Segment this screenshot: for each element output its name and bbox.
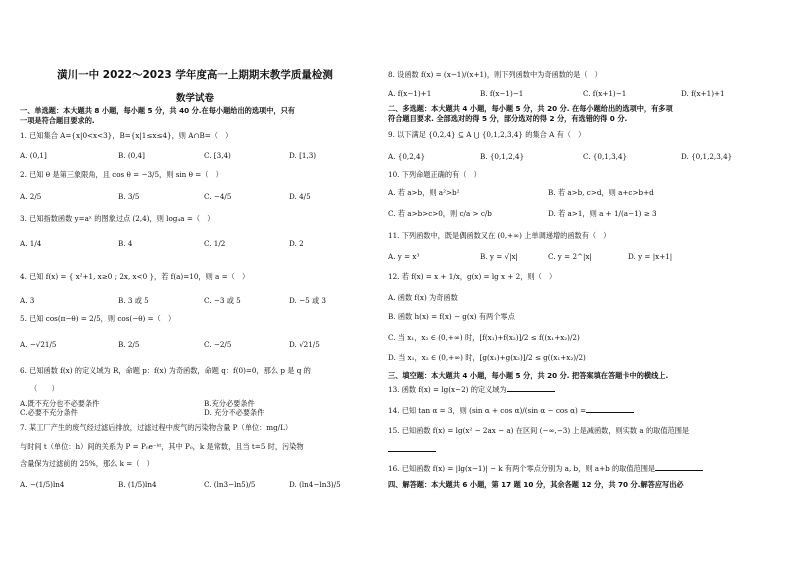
q6-option-a: A.既不充分也不必要条件 — [20, 399, 100, 408]
question-8: 8. 设函数 f(x) = (x−1)/(x+1)，则下列函数中为奇函数的是（ ） — [388, 70, 602, 79]
question-16 — [388, 463, 703, 474]
q2-option-b: B. 3/5 — [118, 192, 140, 201]
q2-option-a: A. 2/5 — [20, 192, 42, 201]
q1-option-b: B. (0,4] — [118, 151, 145, 160]
q7-option-d: D. (ln4−ln3)/5 — [289, 480, 341, 489]
q7-option-a: A. −(1/5)ln4 — [20, 480, 65, 489]
question-7: 7. 某工厂产生的废气经过滤后排放，过滤过程中废气的污染物含量 P（单位：mg/L） — [20, 423, 293, 432]
q7-option-c: C. (ln3−ln5)/5 — [204, 480, 256, 489]
q10-option-c: C. 若 a>b>c>0，则 c/a > c/b — [388, 209, 492, 218]
q12-option-c: C. 当 x₁，x₂ ∈ (0,+∞) 时，[f(x₁)+f(x₂)]/2 ≤ f((x₁+x₂)/2) — [388, 333, 580, 342]
question-15-cont — [388, 444, 436, 454]
q2-option-c: C. −4/5 — [204, 192, 232, 201]
question-2: 2. 已知 θ 是第三象限角，且 cos θ = −3/5，则 sin θ =（ ） — [20, 170, 223, 179]
q3-option-d: D. 2 — [289, 239, 304, 248]
q10-option-a: A. 若 a>b，则 a²>b² — [388, 188, 460, 197]
q8-option-d: D. f(x+1)+1 — [681, 89, 725, 98]
question-13 — [388, 384, 555, 395]
section-1-heading-cont: 一项是符合题目要求的. — [20, 116, 95, 125]
q5-option-b: B. 2/5 — [118, 340, 140, 349]
question-7-cont: 与时间 t（单位：h）间的关系为 P = P₀e⁻ᵏᵗ，其中 P₀，k 是常数，且当 t=5 时，污染物 — [20, 442, 304, 451]
question-6-cont: （ ） — [30, 384, 59, 393]
question-6: 6. 已知函数 f(x) 的定义域为 R，命题 p：f(x) 为奇函数，命题 q：f(0)=0，那么 p 是 q 的 — [20, 366, 311, 375]
q8-option-b: B. f(x−1)−1 — [480, 89, 524, 98]
q6-option-d: D. 充分不必要条件 — [204, 408, 265, 417]
section-3-heading: 三、填空题：本大题共 4 小题，每小题 5 分，共 20 分. 把答案填在答题卡中的横线上. — [388, 371, 669, 380]
q11-option-c: C. y = 2^|x| — [548, 252, 592, 261]
question-16-text: 16. 已知函数 f(x) = |lg(x−1)| − k 有两个零点分别为 a, b，则 a+b 的取值范围是 — [388, 464, 656, 473]
q12-option-d: D. 当 x₁，x₂ ∈ (0,+∞) 时，[g(x₁)+g(x₂)]/2 ≤ g((x₁+x₂)/2) — [388, 353, 586, 362]
question-13-text: 13. 函数 f(x) = lg(x−2) 的定义域为 — [388, 385, 507, 394]
q4-option-d: D. −5 或 3 — [289, 296, 327, 305]
question-14-text: 14. 已知 tan α = 3，则 (sin α + cos α)/(sin α − cos α) = — [388, 406, 587, 415]
q6-option-b: B.充分必要条件 — [204, 399, 255, 408]
q11-option-a: A. y = x³ — [388, 252, 420, 261]
q5-option-a: A. −√21/5 — [20, 340, 57, 349]
answer-blank-14 — [586, 405, 634, 413]
q5-option-c: C. −2/5 — [204, 340, 232, 349]
question-3: 3. 已知指数函数 y=aˣ 的图象过点 (2,4)，则 log₄a =（ ） — [20, 214, 215, 223]
answer-blank-16 — [655, 463, 703, 471]
q1-option-d: D. [1,3) — [289, 151, 317, 160]
question-9: 9. 以下满足 {0,2,4} ⊆ A ⋃ {0,1,2,3,4} 的集合 A 有（ ） — [388, 130, 586, 139]
question-11: 11. 下列函数中，既是偶函数又在 (0,+∞) 上单调递增的函数有（ ） — [388, 231, 611, 240]
q3-option-a: A. 1/4 — [20, 239, 42, 248]
question-5: 5. 已知 cos(π−θ) = 2/5，则 cos(−θ) =（ ） — [20, 314, 176, 323]
q12-option-a: A. 函数 f(x) 为奇函数 — [388, 293, 458, 302]
section-1-heading: 一、单选题：本大题共 8 小题，每小题 5 分，共 40 分.在每小题给出的选项中，只有 — [20, 106, 295, 115]
q9-option-d: D. {0,1,2,3,4} — [681, 152, 733, 161]
answer-blank-13 — [507, 384, 555, 392]
page-title: 潢川一中 2022～2023 学年度高一上期期末教学质量检测 — [57, 69, 333, 81]
q5-option-d: D. √21/5 — [289, 340, 320, 349]
section-4-heading: 四、解答题：本大题共 6 小题，第 17 题 10 分，其余各题 12 分，共 70 分.解答应写出必 — [388, 480, 684, 489]
answer-blank-15 — [388, 444, 436, 452]
q11-option-b: B. y = √|x| — [480, 252, 518, 261]
q8-option-c: C. f(x+1)−1 — [583, 89, 627, 98]
q12-option-b: B. 函数 h(x) = f(x) − g(x) 有两个零点 — [388, 312, 515, 321]
question-10: 10. 下列命题正确的有（ ） — [388, 170, 481, 179]
q11-option-d: D. y = |x+1| — [628, 252, 673, 261]
q8-option-a: A. f(x−1)+1 — [388, 89, 432, 98]
q3-option-c: C. 1/2 — [204, 239, 226, 248]
q6-option-c: C.必要不充分条件 — [20, 408, 78, 417]
q9-option-b: B. {0,1,2,4} — [480, 152, 525, 161]
question-4: 4. 已知 f(x) = { x²+1, x≥0 ; 2x, x<0 }，若 f(a)=10，则 a =（ ） — [20, 272, 250, 281]
q3-option-b: B. 4 — [118, 239, 133, 248]
q10-option-d: D. 若 a>1，则 a + 1/(a−1) ≥ 3 — [548, 209, 657, 218]
q9-option-c: C. {0,1,3,4} — [583, 152, 628, 161]
section-2-heading-cont: 符合题目要求. 全部选对的得 5 分，部分选对的得 2 分，有选错的得 0 分. — [388, 114, 628, 123]
q4-option-a: A. 3 — [20, 296, 35, 305]
section-2-heading: 二、多选题：本大题共 4 小题，每小题 5 分，共 20 分. 在每小题给出的选项中，有多项 — [388, 104, 673, 113]
q1-option-c: C. [3,4) — [204, 151, 231, 160]
question-7-cont2: 含量保为过滤前的 25%，那么 k =（ ） — [20, 459, 154, 468]
q10-option-b: B. 若 a>b, c>d，则 a+c>b+d — [548, 188, 654, 197]
question-12: 12. 若 f(x) = x + 1/x，g(x) = lg x + 2，则（ ） — [388, 272, 557, 281]
q2-option-d: D. 4/5 — [289, 192, 311, 201]
q4-option-b: B. 3 或 5 — [118, 296, 149, 305]
question-1: 1. 已知集合 A={x|0<x<3}，B={x|1≤x≤4}，则 A∩B=（ ） — [20, 131, 233, 140]
q7-option-b: B. (1/5)ln4 — [118, 480, 157, 489]
question-14 — [388, 405, 634, 416]
q9-option-a: A. {0,2,4} — [388, 152, 426, 161]
question-15: 15. 已知函数 f(x) = lg(x² − 2ax − a) 在区间 (−∞,−3) 上是减函数，则实数 a 的取值范围是 — [388, 426, 690, 435]
q4-option-c: C. −3 或 5 — [204, 296, 241, 305]
q1-option-a: A. (0,1] — [20, 151, 47, 160]
page-subtitle: 数学试卷 — [175, 93, 214, 104]
